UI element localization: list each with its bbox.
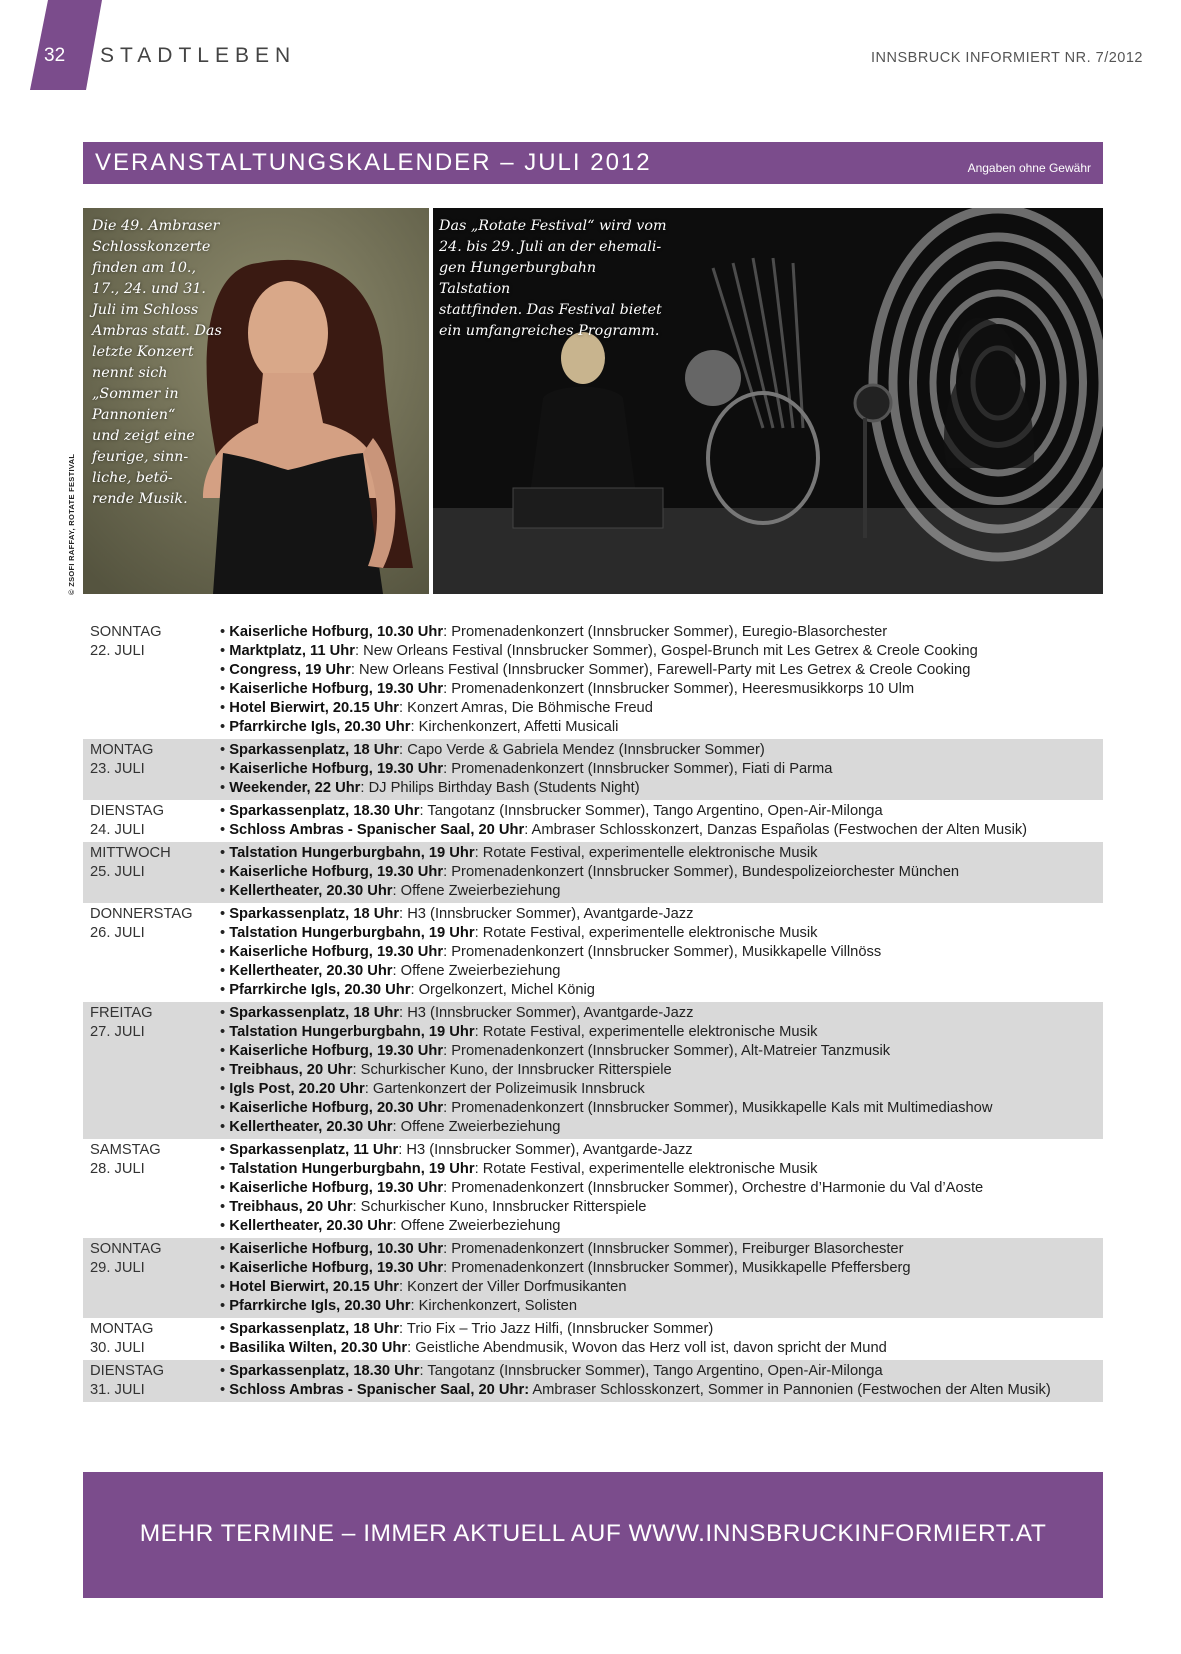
bullet-icon: • — [220, 1279, 230, 1295]
event-item — [220, 699, 1103, 718]
bullet-icon: • — [220, 719, 230, 735]
date: 28. JULI — [90, 1161, 145, 1177]
event-description: : Offene Zweierbeziehung — [392, 1119, 561, 1135]
event-venue-time: Kaiserliche Hofburg, 19.30 Uhr — [229, 761, 444, 777]
event-venue-time: Hotel Bierwirt, 20.15 Uhr — [229, 700, 400, 716]
event-venue-time: Talstation Hungerburgbahn, 19 Uhr — [229, 925, 475, 941]
event-venue-time: Kaiserliche Hofburg, 19.30 Uhr — [229, 1180, 444, 1196]
bullet-icon: • — [220, 780, 230, 796]
event-description: : H3 (Innsbrucker Sommer), Avantgarde-Jazz — [399, 906, 694, 922]
weekday: DONNERSTAG — [90, 906, 193, 922]
event-description: : Schurkischer Kuno, der Innsbrucker Ritterspiele — [352, 1062, 672, 1078]
event-item — [220, 1179, 1103, 1198]
event-description: : Offene Zweierbeziehung — [392, 883, 561, 899]
day-row — [83, 1139, 1103, 1238]
bullet-icon: • — [220, 822, 230, 838]
weekday: MITTWOCH — [90, 845, 171, 861]
issue-label: INNSBRUCK INFORMIERT NR. 7/2012 — [871, 50, 1143, 66]
bullet-icon: • — [220, 700, 230, 716]
event-item — [220, 821, 1103, 840]
event-venue-time: Treibhaus, 20 Uhr — [229, 1062, 353, 1078]
event-list — [220, 844, 1103, 901]
bullet-icon: • — [220, 1005, 230, 1021]
event-item — [220, 1160, 1103, 1179]
bullet-icon: • — [220, 681, 230, 697]
photo-credit: © ZSOFI RAFFAY, ROTATE FESTIVAL — [67, 453, 76, 595]
event-description: : Promenadenkonzert (Innsbrucker Sommer), Euregio-Blasorchester — [443, 624, 888, 640]
event-venue-time: Sparkassenplatz, 18 Uhr — [229, 742, 400, 758]
event-item — [220, 718, 1103, 737]
event-description: : H3 (Innsbrucker Sommer), Avantgarde-Jazz — [399, 1005, 694, 1021]
event-description: : Tangotanz (Innsbrucker Sommer), Tango Argentino, Open-Air-Milonga — [419, 803, 883, 819]
event-description: : Promenadenkonzert (Innsbrucker Sommer), Fiati di Parma — [443, 761, 833, 777]
date: 26. JULI — [90, 925, 145, 941]
event-list — [220, 802, 1103, 840]
footer-link-text[interactable]: MEHR TERMINE – IMMER AKTUELL AUF WWW.INNSBRUCKINFORMIERT.AT — [139, 1520, 1047, 1547]
weekday: FREITAG — [90, 1005, 153, 1021]
page-tab-shape — [30, 0, 102, 90]
event-description: : Promenadenkonzert (Innsbrucker Sommer), Musikkapelle Pfeffersberg — [443, 1260, 911, 1276]
event-venue-time: Kaiserliche Hofburg, 19.30 Uhr — [229, 1260, 444, 1276]
calendar-title-bar — [83, 142, 1103, 184]
event-description: : Promenadenkonzert (Innsbrucker Sommer), Musikkapelle Kals mit Multimediashow — [443, 1100, 993, 1116]
event-description: : Geistliche Abendmusik, Wovon das Herz voll ist, davon spricht der Mund — [407, 1340, 887, 1356]
event-venue-time: Sparkassenplatz, 18 Uhr — [229, 1321, 400, 1337]
event-list — [220, 1141, 1103, 1236]
event-description: : Rotate Festival, experimentelle elektronische Musik — [474, 1024, 818, 1040]
event-description: : Tangotanz (Innsbrucker Sommer), Tango Argentino, Open-Air-Milonga — [419, 1363, 883, 1379]
bullet-icon: • — [220, 1161, 230, 1177]
singer-portrait-photo — [83, 208, 429, 594]
event-item — [220, 1141, 1103, 1160]
event-description: : Promenadenkonzert (Innsbrucker Sommer), Freiburger Blasorchester — [443, 1241, 904, 1257]
day-label — [83, 1004, 220, 1137]
event-item — [220, 741, 1103, 760]
event-venue-time: Sparkassenplatz, 18.30 Uhr — [229, 803, 420, 819]
event-description: : Promenadenkonzert (Innsbrucker Sommer), Musikkapelle Villnöss — [443, 944, 882, 960]
event-list — [220, 623, 1103, 737]
event-description: : H3 (Innsbrucker Sommer), Avantgarde-Jazz — [398, 1142, 693, 1158]
day-label — [83, 741, 220, 798]
event-description: : Orgelkonzert, Michel König — [410, 982, 595, 998]
event-description: : Konzert der Viller Dorfmusikanten — [399, 1279, 627, 1295]
bullet-icon: • — [220, 761, 230, 777]
event-venue-time: Kaiserliche Hofburg, 10.30 Uhr — [229, 1241, 444, 1257]
event-venue-time: Igls Post, 20.20 Uhr — [229, 1081, 365, 1097]
event-description: : Konzert Amras, Die Böhmische Freud — [399, 700, 653, 716]
day-row — [83, 1318, 1103, 1360]
event-item — [220, 905, 1103, 924]
event-venue-time: Schloss Ambras - Spanischer Saal, 20 Uhr — [229, 822, 525, 838]
date: 23. JULI — [90, 761, 145, 777]
bullet-icon: • — [220, 1241, 230, 1257]
bullet-icon: • — [220, 1142, 230, 1158]
event-item — [220, 1080, 1103, 1099]
event-description: : Promenadenkonzert (Innsbrucker Sommer), Heeresmusikkorps 10 Ulm — [443, 681, 915, 697]
event-item — [220, 1004, 1103, 1023]
date: 29. JULI — [90, 1260, 145, 1276]
bullet-icon: • — [220, 925, 230, 941]
day-row — [83, 903, 1103, 1002]
day-label — [83, 844, 220, 901]
event-venue-time: Kaiserliche Hofburg, 19.30 Uhr — [229, 1043, 444, 1059]
event-venue-time: Kaiserliche Hofburg, 19.30 Uhr — [229, 864, 444, 880]
event-description: : DJ Philips Birthday Bash (Students Night) — [360, 780, 640, 796]
event-description: : Kirchenkonzert, Affetti Musicali — [410, 719, 619, 735]
day-row — [83, 1360, 1103, 1402]
event-description: : Schurkischer Kuno, Innsbrucker Ritterspiele — [352, 1199, 647, 1215]
day-label — [83, 1240, 220, 1316]
weekday: MONTAG — [90, 1321, 154, 1337]
event-item — [220, 1259, 1103, 1278]
event-description: : Promenadenkonzert (Innsbrucker Sommer), Orchestre d’Harmonie du Val d’Aoste — [443, 1180, 984, 1196]
event-item — [220, 623, 1103, 642]
weekday: DIENSTAG — [90, 1363, 164, 1379]
weekday: SONNTAG — [90, 624, 162, 640]
event-item — [220, 1023, 1103, 1042]
event-venue-time: Kaiserliche Hofburg, 19.30 Uhr — [229, 944, 444, 960]
event-venue-time: Congress, 19 Uhr — [229, 662, 351, 678]
bullet-icon: • — [220, 845, 230, 861]
event-list — [220, 1004, 1103, 1137]
day-row — [83, 1238, 1103, 1318]
event-venue-time: Kellertheater, 20.30 Uhr — [229, 1119, 393, 1135]
event-description: : Promenadenkonzert (Innsbrucker Sommer), Alt-Matreier Tanzmusik — [443, 1043, 891, 1059]
disclaimer-note: Angaben ohne Gewähr — [967, 161, 1091, 175]
event-item — [220, 1381, 1103, 1400]
event-list — [220, 1320, 1103, 1358]
weekday: MONTAG — [90, 742, 154, 758]
day-row — [83, 739, 1103, 800]
event-item — [220, 863, 1103, 882]
day-row — [83, 621, 1103, 739]
day-label — [83, 1320, 220, 1358]
event-venue-time: Sparkassenplatz, 18 Uhr — [229, 1005, 400, 1021]
event-list — [220, 1240, 1103, 1316]
event-description: : New Orleans Festival (Innsbrucker Sommer), Gospel-Brunch mit Les Getrex & Creole Cooking — [354, 643, 978, 659]
event-venue-time: Talstation Hungerburgbahn, 19 Uhr — [229, 1161, 475, 1177]
event-description: : New Orleans Festival (Innsbrucker Sommer), Farewell-Party mit Les Getrex & Creole Cooking — [350, 662, 971, 678]
event-item — [220, 1240, 1103, 1259]
weekday: DIENSTAG — [90, 803, 164, 819]
event-item — [220, 962, 1103, 981]
bullet-icon: • — [220, 883, 230, 899]
event-venue-time: Kaiserliche Hofburg, 20.30 Uhr — [229, 1100, 444, 1116]
event-description: Ambraser Schlosskonzert, Sommer in Pannonien (Festwochen der Alten Musik) — [529, 1382, 1051, 1398]
event-item — [220, 1278, 1103, 1297]
bullet-icon: • — [220, 1119, 230, 1135]
event-description: : Offene Zweierbeziehung — [392, 1218, 561, 1234]
bullet-icon: • — [220, 1382, 230, 1398]
bullet-icon: • — [220, 1062, 230, 1078]
bullet-icon: • — [220, 1043, 230, 1059]
event-description: : Capo Verde & Gabriela Mendez (Innsbrucker Sommer) — [399, 742, 765, 758]
day-label — [83, 1362, 220, 1400]
event-item — [220, 981, 1103, 1000]
bullet-icon: • — [220, 1260, 230, 1276]
event-description: : Gartenkonzert der Polizeimusik Innsbruck — [364, 1081, 645, 1097]
event-venue-time: Sparkassenplatz, 18.30 Uhr — [229, 1363, 420, 1379]
bullet-icon: • — [220, 1298, 230, 1314]
bullet-icon: • — [220, 1180, 230, 1196]
event-item — [220, 844, 1103, 863]
event-item — [220, 680, 1103, 699]
section-title: STADTLEBEN — [100, 44, 297, 67]
event-venue-time: Weekender, 22 Uhr — [229, 780, 361, 796]
event-venue-time: Kellertheater, 20.30 Uhr — [229, 963, 393, 979]
event-description: : Trio Fix – Trio Jazz Hilfi, (Innsbrucker Sommer) — [399, 1321, 714, 1337]
bullet-icon: • — [220, 1218, 230, 1234]
bullet-icon: • — [220, 742, 230, 758]
date: 27. JULI — [90, 1024, 145, 1040]
bullet-icon: • — [220, 1100, 230, 1116]
event-venue-time: Kellertheater, 20.30 Uhr — [229, 1218, 393, 1234]
event-venue-time: Kaiserliche Hofburg, 19.30 Uhr — [229, 681, 444, 697]
event-item — [220, 802, 1103, 821]
event-venue-time: Treibhaus, 20 Uhr — [229, 1199, 353, 1215]
event-description: : Kirchenkonzert, Solisten — [410, 1298, 578, 1314]
event-venue-time: Schloss Ambras - Spanischer Saal, 20 Uhr: — [229, 1382, 530, 1398]
date: 24. JULI — [90, 822, 145, 838]
event-item — [220, 1118, 1103, 1137]
event-item — [220, 1339, 1103, 1358]
bullet-icon: • — [220, 1199, 230, 1215]
day-row — [83, 842, 1103, 903]
event-item — [220, 760, 1103, 779]
event-item — [220, 779, 1103, 798]
event-venue-time: Pfarrkirche Igls, 20.30 Uhr — [229, 982, 411, 998]
event-list — [220, 1362, 1103, 1400]
bullet-icon: • — [220, 1081, 230, 1097]
day-row — [83, 800, 1103, 842]
event-item — [220, 1099, 1103, 1118]
event-item — [220, 1362, 1103, 1381]
rotate-festival-photo — [433, 208, 1103, 594]
event-venue-time: Pfarrkirche Igls, 20.30 Uhr — [229, 1298, 411, 1314]
bullet-icon: • — [220, 1340, 230, 1356]
event-venue-time: Marktplatz, 11 Uhr — [229, 643, 355, 659]
event-venue-time: Kaiserliche Hofburg, 10.30 Uhr — [229, 624, 444, 640]
bullet-icon: • — [220, 864, 230, 880]
bullet-icon: • — [220, 1321, 230, 1337]
event-description: : Rotate Festival, experimentelle elektronische Musik — [474, 925, 818, 941]
bullet-icon: • — [220, 963, 230, 979]
day-row — [83, 1002, 1103, 1139]
event-item — [220, 642, 1103, 661]
date: 25. JULI — [90, 864, 145, 880]
bullet-icon: • — [220, 643, 230, 659]
date: 31. JULI — [90, 1382, 145, 1398]
bullet-icon: • — [220, 624, 230, 640]
event-venue-time: Sparkassenplatz, 18 Uhr — [229, 906, 400, 922]
event-description: : Offene Zweierbeziehung — [392, 963, 561, 979]
bullet-icon: • — [220, 803, 230, 819]
festival-caption: Das „Rotate Festival“ wird vom 24. bis 29. Juli an der ehemali- gen Hungerburgbahn Talstation stattfinden. Das Festival bietet ein umfangreiches Programm. — [439, 218, 667, 339]
event-item — [220, 1198, 1103, 1217]
event-venue-time: Talstation Hungerburgbahn, 19 Uhr — [229, 845, 475, 861]
event-venue-time: Pfarrkirche Igls, 20.30 Uhr — [229, 719, 411, 735]
weekday: SAMSTAG — [90, 1142, 161, 1158]
bullet-icon: • — [220, 906, 230, 922]
page-number: 32 — [44, 45, 66, 66]
bullet-icon: • — [220, 1024, 230, 1040]
event-item — [220, 924, 1103, 943]
event-item — [220, 882, 1103, 901]
bullet-icon: • — [220, 1363, 230, 1379]
event-description: : Ambraser Schlosskonzert, Danzas Españolas (Festwochen der Alten Musik) — [524, 822, 1028, 838]
event-venue-time: Basilika Wilten, 20.30 Uhr — [229, 1340, 408, 1356]
day-label — [83, 1141, 220, 1236]
event-item — [220, 1320, 1103, 1339]
event-list — [220, 905, 1103, 1000]
day-label — [83, 905, 220, 1000]
date: 30. JULI — [90, 1340, 145, 1356]
event-item — [220, 1297, 1103, 1316]
event-venue-time: Talstation Hungerburgbahn, 19 Uhr — [229, 1024, 475, 1040]
event-item — [220, 1061, 1103, 1080]
event-list — [220, 741, 1103, 798]
day-label — [83, 802, 220, 840]
weekday: SONNTAG — [90, 1241, 162, 1257]
date: 22. JULI — [90, 643, 145, 659]
bullet-icon: • — [220, 662, 230, 678]
day-label — [83, 623, 220, 737]
event-venue-time: Hotel Bierwirt, 20.15 Uhr — [229, 1279, 400, 1295]
bullet-icon: • — [220, 944, 230, 960]
event-description: : Rotate Festival, experimentelle elektronische Musik — [474, 845, 818, 861]
footer-banner — [83, 1472, 1103, 1598]
event-description: : Rotate Festival, experimentelle elektronische Musik — [474, 1161, 818, 1177]
event-item — [220, 943, 1103, 962]
event-description: : Promenadenkonzert (Innsbrucker Sommer), Bundespolizeiorchester München — [443, 864, 960, 880]
bullet-icon: • — [220, 982, 230, 998]
event-item — [220, 661, 1103, 680]
portrait-caption: Die 49. Ambraser Schlosskonzerte finden am 10., 17., 24. und 31. Juli im Schloss Ambras statt. Das letzte Konzert nennt sich „Sommer in Pannonien“ und zeigt eine feurige, sinn- liche, betö- rende Musik. — [92, 218, 222, 507]
event-item — [220, 1042, 1103, 1061]
event-venue-time: Sparkassenplatz, 11 Uhr — [229, 1142, 399, 1158]
event-item — [220, 1217, 1103, 1236]
calendar-title: VERANSTALTUNGSKALENDER – JULI 2012 — [95, 149, 652, 176]
event-venue-time: Kellertheater, 20.30 Uhr — [229, 883, 393, 899]
event-schedule — [83, 621, 1103, 1402]
